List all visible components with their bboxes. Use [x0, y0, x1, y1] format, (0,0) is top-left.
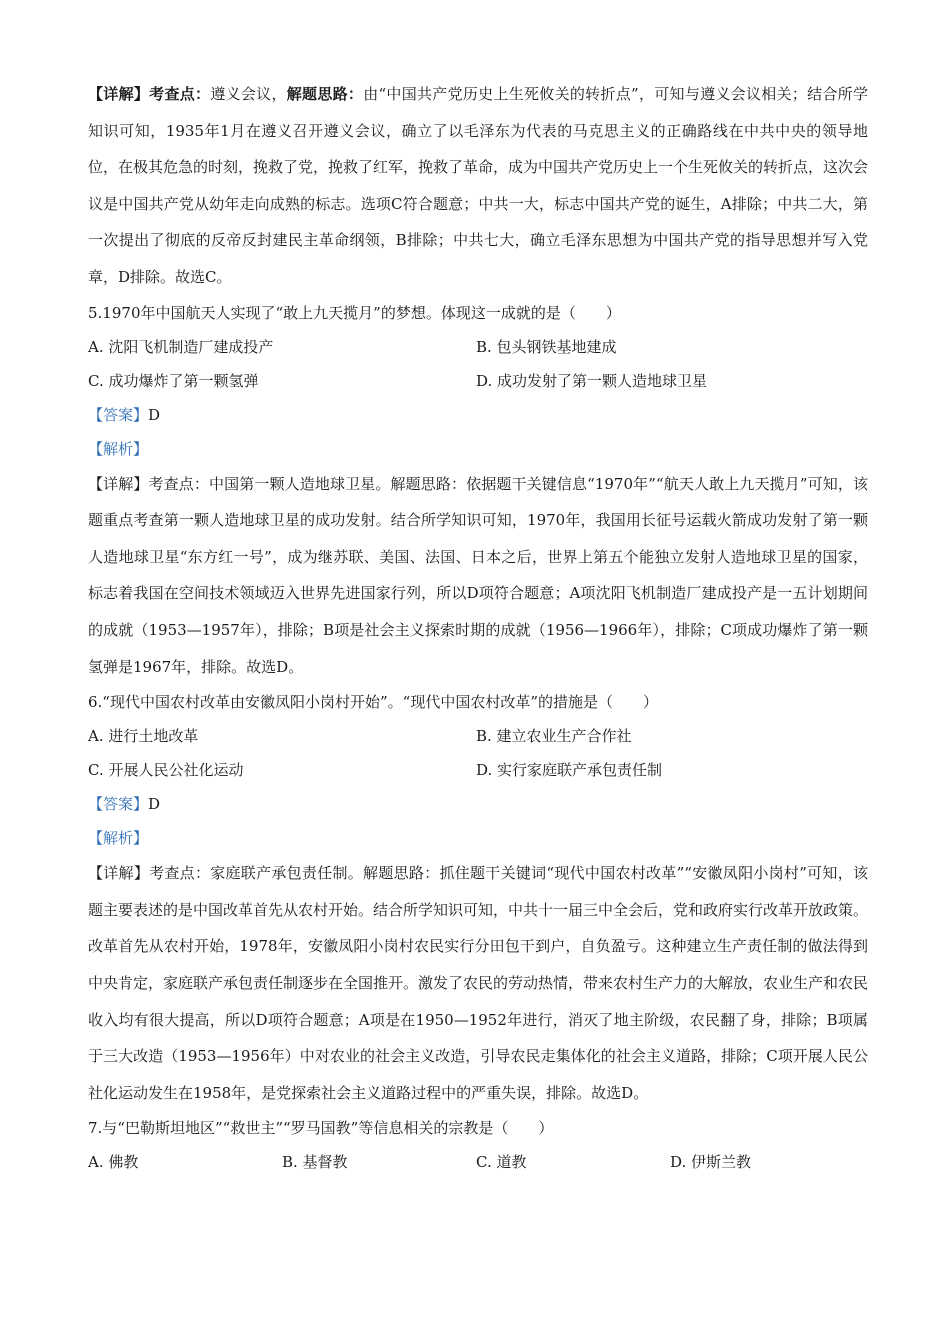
q5-answer-tag: 【答案】 — [88, 405, 149, 424]
q6-answer-tag: 【答案】 — [88, 795, 149, 814]
q7-option-d: D. 伊斯兰教 — [670, 1153, 752, 1172]
q4-detail-tag: 【详解】 — [88, 85, 150, 103]
q5-detail — [88, 466, 868, 686]
q4-kaodian-text: 遵义会议， — [210, 85, 287, 103]
q5-options-row-2 — [88, 364, 868, 398]
q7-stem: 7.与“巴勒斯坦地区”“救世主”“罗马国教”等信息相关的宗教是（ ） — [88, 1119, 554, 1138]
q6-options-row-1 — [88, 719, 868, 753]
q6-analysis-tag: 【解析】 — [88, 829, 149, 848]
q4-silu-label: 解题思路： — [286, 85, 364, 103]
q6-option-d: D. 实行家庭联产承包责任制 — [476, 761, 663, 780]
q6-option-b: B. 建立农业生产合作社 — [476, 727, 632, 746]
q6-option-a: A. 进行土地改革 — [88, 727, 199, 746]
q6-answer-value: D — [148, 795, 161, 814]
q7-option-b: B. 基督教 — [282, 1153, 348, 1172]
q5-stem: 5.1970年中国航天人实现了“敢上九天揽月”的梦想。体现这一成就的是（ ） — [88, 303, 621, 322]
q4-detail — [88, 76, 868, 296]
q6-stem: 6.“现代中国农村改革由安徽凤阳小岗村开始”。“现代中国农村改革”的措施是（ ） — [88, 693, 658, 712]
q5-option-b: B. 包头钢铁基地建成 — [476, 337, 617, 356]
q4-body: 由“中国共产党历史上生死攸关的转折点”，可知与遵义会议相关；结合所学知识可知，1935年1月在遵义召开遵义会议，确立了以毛泽东为代表的马克思主义的正确路线在中共中央的领导地位，在极其危急的时刻，挽救了党，挽救了红军，挽救了革命，成为中国共产党历史上一个生死攸关的转折点，这次会议是中国共产党从幼年走向成熟的标志。选项C符合题意；中共一大，标志中国共产党的诞生，A排除；中共二大，第一次提出了彻底的反帝反封建民主革命纲领，B排除；中共七大，确立毛泽东思想为中国共产党的指导思想并写入党章，D排除。故选C。 — [88, 85, 869, 286]
q7-option-a: A. 佛教 — [88, 1153, 139, 1172]
q5-option-a: A. 沈阳飞机制造厂建成投产 — [88, 337, 274, 356]
q6-option-c: C. 开展人民公社化运动 — [88, 761, 244, 780]
q6-detail-text: 考查点：家庭联产承包责任制。解题思路：抓住题干关键词“现代中国农村改革”“安徽凤阳小岗村”可知，该题主要表述的是中国改革首先从农村开始。结合所学知识可知，中共十一届三中全会后，党和政府实行改革开放政策。改革首先从农村开始，1978年，安徽凤阳小岗村农民实行分田包干到户，自负盈亏。这种建立生产责任制的做法得到中央肯定，家庭联产承包责任制逐步在全国推开。激发了农民的劳动热情，带来农村生产力的大解放，农业生产和农民收入均有很大提高，所以D项符合题意；A项是在1950—1952年进行，消灭了地主阶级，农民翻了身，排除；B项属于三大改造（1953—1956年）中对农业的社会主义改造，引导农民走集体化的社会主义道路，排除；C项开展人民公社化运动发生在1958年，是党探索社会主义道路过程中的严重失误，排除。故选D。 — [88, 864, 869, 1102]
q5-answer — [88, 398, 868, 432]
q5-detail-tag: 【详解】 — [88, 474, 149, 493]
q5-analysis-tag: 【解析】 — [88, 439, 149, 458]
document-page — [88, 76, 868, 1179]
q7-option-c: C. 道教 — [476, 1153, 527, 1172]
q5-option-c: C. 成功爆炸了第一颗氢弹 — [88, 371, 259, 390]
q5-option-d: D. 成功发射了第一颗人造地球卫星 — [476, 371, 708, 390]
q6-detail — [88, 855, 868, 1111]
q5-answer-value: D — [148, 405, 161, 424]
q5-detail-text: 考查点：中国第一颗人造地球卫星。解题思路：依据题干关键信息“1970年”“航天人敢上九天揽月”可知，该题重点考查第一颗人造地球卫星的成功发射。结合所学知识可知，1970年，我国用长征号运载火箭成功发射了第一颗人造地球卫星“东方红一号”，成为继苏联、美国、法国、日本之后，世界上第五个能独立发射人造地球卫星的国家，标志着我国在空间技术领域迈入世界先进国家行列，所以D项符合题意；A项沈阳飞机制造厂建成投产是一五计划期间的成就（1953—1957年），排除；B项是社会主义探索时期的成就（1956—1966年），排除；C项成功爆炸了第一颗氢弹是1967年，排除。故选D。 — [88, 474, 868, 676]
q6-detail-tag: 【详解】 — [88, 864, 150, 883]
q4-kaodian-label: 考查点： — [149, 85, 211, 103]
q6-options-row-2 — [88, 753, 868, 787]
q5-options-row-1 — [88, 330, 868, 364]
q6-answer — [88, 787, 868, 821]
q7-options-row — [88, 1145, 868, 1179]
